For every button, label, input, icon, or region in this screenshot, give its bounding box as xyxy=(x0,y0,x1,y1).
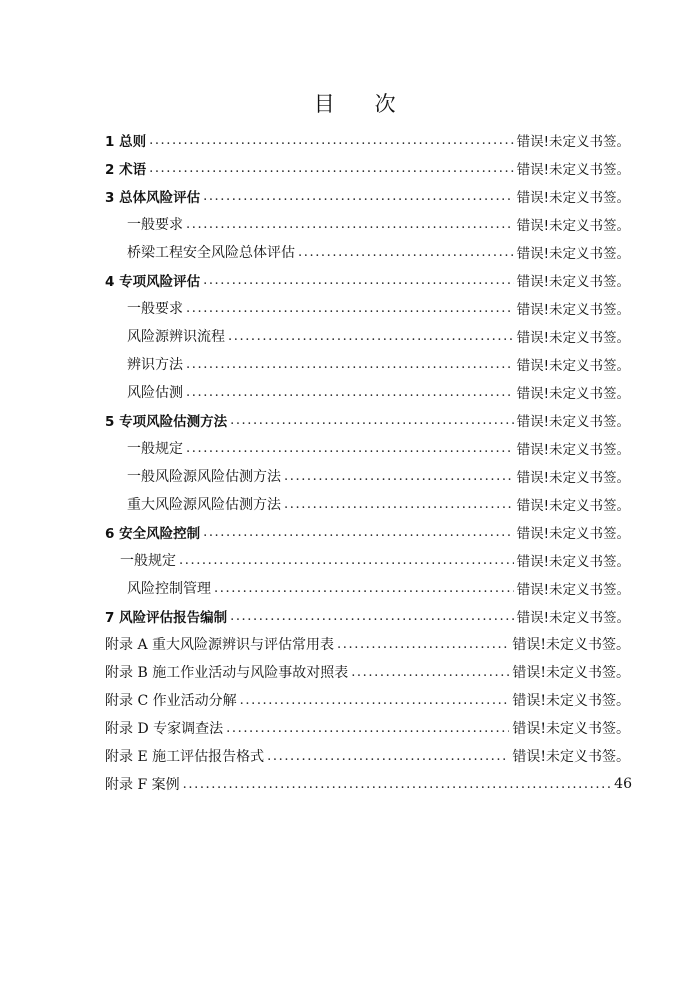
toc-entry[interactable] xyxy=(0,462,700,490)
toc-entry-label: 桥梁工程安全风险总体评估 xyxy=(127,245,295,261)
toc-entry[interactable] xyxy=(0,406,700,434)
toc-entry-label: 附录 F 案例 xyxy=(105,777,180,793)
toc-entry-label: 附录 A 重大风险源辨识与评估常用表 xyxy=(105,637,335,653)
toc-entry-page: 错误!未定义书签。 xyxy=(516,330,630,346)
toc-leader-dots xyxy=(267,749,509,764)
toc-entry[interactable] xyxy=(0,350,700,378)
toc-entry[interactable] xyxy=(0,294,700,322)
toc-leader-dots xyxy=(351,665,509,680)
toc-entry-label: 一般要求 xyxy=(127,301,183,317)
toc-entry[interactable] xyxy=(0,126,700,154)
toc-entry-page: 错误!未定义书签。 xyxy=(516,498,630,514)
toc-entry-label: 风险估测 xyxy=(127,385,183,401)
toc-entry-page: 错误!未定义书签。 xyxy=(516,442,630,458)
toc-entry-page: 46 xyxy=(614,776,632,792)
toc-entry-label: 2 术语 xyxy=(105,162,147,178)
toc-leader-dots xyxy=(284,469,514,484)
toc-leader-dots xyxy=(203,525,513,540)
toc-entry[interactable] xyxy=(0,546,700,574)
toc-leader-dots xyxy=(183,777,612,792)
toc-entry[interactable] xyxy=(0,490,700,518)
toc-entry-page: 错误!未定义书签。 xyxy=(516,470,630,486)
toc-leader-dots xyxy=(298,245,514,260)
toc-leader-dots xyxy=(228,329,514,344)
toc-entry-page: 错误!未定义书签。 xyxy=(516,610,630,626)
toc-entry-page: 错误!未定义书签。 xyxy=(516,582,630,598)
toc-leader-dots xyxy=(284,497,514,512)
toc-entry-label: 一般规定 xyxy=(127,441,183,457)
toc-entry-label: 辨识方法 xyxy=(127,357,183,373)
page-title: 目 次 xyxy=(313,92,406,116)
toc-leader-dots xyxy=(203,189,513,204)
toc-entry-page: 错误!未定义书签。 xyxy=(516,134,630,150)
toc-entry-page: 错误!未定义书签。 xyxy=(516,358,630,374)
toc-entry-label: 3 总体风险评估 xyxy=(105,190,201,206)
toc-entry-label: 风险源辨识流程 xyxy=(127,329,225,345)
toc-entry[interactable] xyxy=(0,266,700,294)
toc-leader-dots xyxy=(240,693,510,708)
toc-entry-page: 错误!未定义书签。 xyxy=(516,162,630,178)
toc-entry-label: 附录 E 施工评估报告格式 xyxy=(105,749,265,765)
toc-leader-dots xyxy=(203,273,513,288)
toc-leader-dots xyxy=(230,413,513,428)
toc-entry-label: 1 总则 xyxy=(105,134,147,150)
toc-entry[interactable] xyxy=(0,434,700,462)
toc-entry-page: 错误!未定义书签。 xyxy=(512,721,630,737)
toc-leader-dots xyxy=(214,581,514,596)
toc-entry-page: 错误!未定义书签。 xyxy=(512,749,630,765)
toc-entry-page: 错误!未定义书签。 xyxy=(516,554,630,570)
toc-leader-dots xyxy=(186,217,514,232)
toc-entry-label: 附录 D 专家调查法 xyxy=(105,721,224,737)
toc-entry[interactable] xyxy=(0,378,700,406)
toc-entry-page: 错误!未定义书签。 xyxy=(516,218,630,234)
toc-entry-page: 错误!未定义书签。 xyxy=(512,665,630,681)
toc-entry-page: 错误!未定义书签。 xyxy=(516,302,630,318)
toc-entry-page: 错误!未定义书签。 xyxy=(512,693,630,709)
toc-entry-label: 一般风险源风险估测方法 xyxy=(127,469,281,485)
toc-entry[interactable] xyxy=(0,574,700,602)
toc-entry-label: 风险控制管理 xyxy=(127,581,211,597)
toc-entry-label: 6 安全风险控制 xyxy=(105,526,201,542)
toc-entry-page: 错误!未定义书签。 xyxy=(516,414,630,430)
toc-leader-dots xyxy=(179,553,514,568)
toc-entry-label: 5 专项风险估测方法 xyxy=(105,414,228,430)
toc-entry[interactable] xyxy=(0,210,700,238)
toc-entry-label: 一般规定 xyxy=(120,553,176,569)
toc-entry[interactable] xyxy=(0,602,700,630)
toc-entry[interactable] xyxy=(0,742,700,770)
toc-entry-page: 错误!未定义书签。 xyxy=(516,386,630,402)
toc-entry[interactable] xyxy=(0,322,700,350)
toc-entry[interactable] xyxy=(0,154,700,182)
toc-entry-label: 附录 B 施工作业活动与风险事故对照表 xyxy=(105,665,349,681)
toc-leader-dots xyxy=(230,609,513,624)
toc-entry[interactable] xyxy=(0,770,700,798)
toc-leader-dots xyxy=(186,301,514,316)
toc-entry-label: 一般要求 xyxy=(127,217,183,233)
toc-leader-dots xyxy=(186,441,514,456)
toc-entry-label: 4 专项风险评估 xyxy=(105,274,201,290)
toc-entry-page: 错误!未定义书签。 xyxy=(516,274,630,290)
toc-entry-label: 重大风险源风险估测方法 xyxy=(127,497,281,513)
toc-leader-dots xyxy=(337,637,509,652)
toc-entry[interactable] xyxy=(0,630,700,658)
toc-entry[interactable] xyxy=(0,686,700,714)
toc-leader-dots xyxy=(186,385,514,400)
toc-entry-page: 错误!未定义书签。 xyxy=(516,246,630,262)
toc-leader-dots xyxy=(149,133,513,148)
toc-entry-label: 7 风险评估报告编制 xyxy=(105,610,228,626)
toc-leader-dots xyxy=(186,357,514,372)
toc-entry-page: 错误!未定义书签。 xyxy=(512,637,630,653)
toc-entry[interactable] xyxy=(0,518,700,546)
toc-entry-page: 错误!未定义书签。 xyxy=(516,190,630,206)
toc-entry[interactable] xyxy=(0,714,700,742)
toc-entry[interactable] xyxy=(0,238,700,266)
toc-entry[interactable] xyxy=(0,658,700,686)
toc-entry[interactable] xyxy=(0,182,700,210)
toc-leader-dots xyxy=(149,161,513,176)
toc-entry-label: 附录 C 作业活动分解 xyxy=(105,693,237,709)
toc-leader-dots xyxy=(226,721,509,736)
toc-entry-page: 错误!未定义书签。 xyxy=(516,526,630,542)
